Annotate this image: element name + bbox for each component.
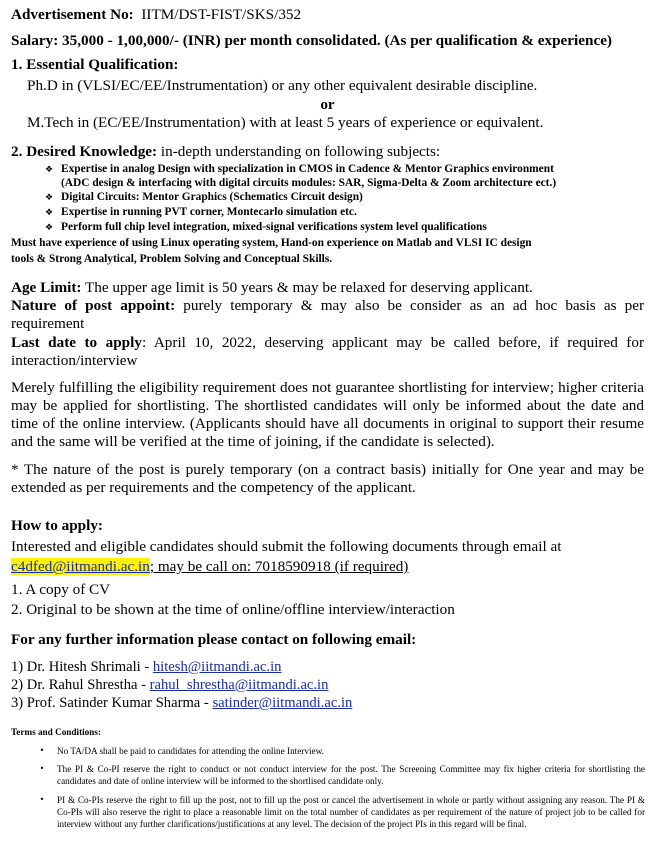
apply-email-link[interactable]: c4dfed@iitmandi.ac.in [11, 558, 150, 575]
knowledge-label: 2. Desired Knowledge: [11, 143, 158, 160]
terms-item: • The PI & Co-PI reserve the right to conduct or not conduct interview for the post. The Screening Committee may fix higher criteria for shortlisting the candidates and date of online interview will be informed to the shortlised candidate only. [27, 763, 645, 787]
apply-phone-text: ; may be call on: 7018590918 (if required) [149, 558, 409, 575]
contact-heading: For any further information please contact on following email: [11, 631, 417, 648]
qualification-or: or [320, 96, 335, 113]
apply-item: 1. A copy of CV [11, 581, 111, 598]
knowledge-heading-tail: in-depth understanding on following subjects: [157, 143, 441, 160]
terms-item: • PI & Co-PIs reserve the right to fill up the post, not to fill up the post or cancel the advertisement in whole or partly without assigning any reason. The PI & Co-PIs will also reserve the right to place a reasonable limit on the total number of candidates as per requirement of the nature of project job to be called for interview without any further clarifications/justifications at any level. The decision of the project PIs in this regard will be final. [27, 794, 645, 830]
salary-line: Salary: 35,000 - 1,00,000/- (INR) per month consolidated. (As per qualification & experience) [11, 32, 612, 49]
advertisement-label: Advertisement No: [11, 6, 134, 23]
nature-of-post [11, 297, 644, 333]
contact-person: 3) Prof. Satinder Kumar Sharma - satinder@iitmandi.ac.in [11, 695, 353, 711]
bullet-icon: • [39, 764, 45, 773]
terms-heading: Terms and Conditions: [11, 727, 102, 737]
diamond-bullet-icon: ❖ [45, 193, 54, 203]
last-date-text: : April 10, 2022, deserving applicant may be called before, if required for interaction/interview [11, 334, 644, 369]
nature-note: * The nature of the post is purely temporary (on a contract basis) initially for One year and may be extended as per requirements and the competency of the applicant. [11, 461, 644, 496]
knowledge-bullet: ❖ Expertise in running PVT corner, Montecarlo simulation etc. [45, 206, 357, 218]
nature-text: purely temporary & may also be consider as an ad hoc basis as per requirement [11, 297, 644, 332]
age-limit-label: Age Limit: [11, 279, 82, 296]
last-date-label: Last date to apply [11, 334, 142, 351]
knowledge-bullet-continuation: (ADC design & interfacing with digital circuits modules: SAR, Sigma-Delta & Zoom architecture ect.) [61, 177, 557, 189]
advertisement-number [11, 6, 644, 24]
eligibility-paragraph: Merely fulfilling the eligibility requirement does not guarantee shortlisting for interview; higher criteria may be applied for shortlisting. The shortlisted candidates will only be informed about the date and time of the online interview. (Applicants should have all documents in original to support their resume and the same will be verified at the time of joining, if the candidate is selected). [11, 379, 644, 450]
how-to-apply-contact [11, 558, 644, 576]
contact-person: 2) Dr. Rahul Shrestha - rahul_shrestha@iitmandi.ac.in [11, 677, 329, 693]
contact-email-link[interactable]: satinder@iitmandi.ac.in [212, 695, 353, 711]
bullet-icon: • [39, 746, 45, 755]
diamond-bullet-icon: ❖ [45, 223, 54, 233]
bullet-icon: • [39, 795, 45, 804]
must-have-line-1: Must have experience of using Linux operating system, Hand-on experience on Matlab and VLSI IC design [11, 237, 532, 249]
knowledge-bullet: ❖ Expertise in analog Design with specialization in CMOS in Cadence & Mentor Graphics environment [45, 163, 554, 175]
contact-email-link[interactable]: rahul_shrestha@iitmandi.ac.in [149, 677, 329, 693]
last-date [11, 334, 644, 370]
contact-person: 1) Dr. Hitesh Shrimali - hitesh@iitmandi.ac.in [11, 659, 282, 675]
diamond-bullet-icon: ❖ [45, 208, 54, 218]
contact-email-link[interactable]: hitesh@iitmandi.ac.in [152, 659, 282, 675]
knowledge-bullet: ❖ Digital Circuits: Mentor Graphics (Schematics Circuit design) [45, 191, 363, 203]
diamond-bullet-icon: ❖ [45, 165, 54, 175]
knowledge-heading [11, 143, 644, 161]
must-have-line-2: tools & Strong Analytical, Problem Solving and Conceptual Skills. [11, 253, 333, 265]
qualification-phd: Ph.D in (VLSI/EC/EE/Instrumentation) or any other equivalent desirable discipline. [27, 77, 538, 94]
knowledge-bullet: ❖ Perform full chip level integration, mixed-signal verifications system level qualifications [45, 221, 487, 233]
advertisement-id: IITM/DST-FIST/SKS/352 [141, 6, 302, 23]
age-limit [11, 279, 644, 297]
age-limit-text: The upper age limit is 50 years & may be relaxed for deserving applicant. [81, 279, 533, 296]
terms-item: • No TA/DA shall be paid to candidates for attending the online Interview. [27, 745, 645, 757]
how-to-apply-text: Interested and eligible candidates should submit the following documents through email at [11, 538, 562, 555]
qualification-heading: 1. Essential Qualification: [11, 56, 179, 73]
how-to-apply-heading: How to apply: [11, 517, 103, 534]
qualification-mtech: M.Tech in (EC/EE/Instrumentation) with at least 5 years of experience or equivalent. [27, 114, 544, 131]
nature-label: Nature of post appoint: [11, 297, 176, 314]
apply-item: 2. Original to be shown at the time of online/offline interview/interaction [11, 601, 455, 618]
